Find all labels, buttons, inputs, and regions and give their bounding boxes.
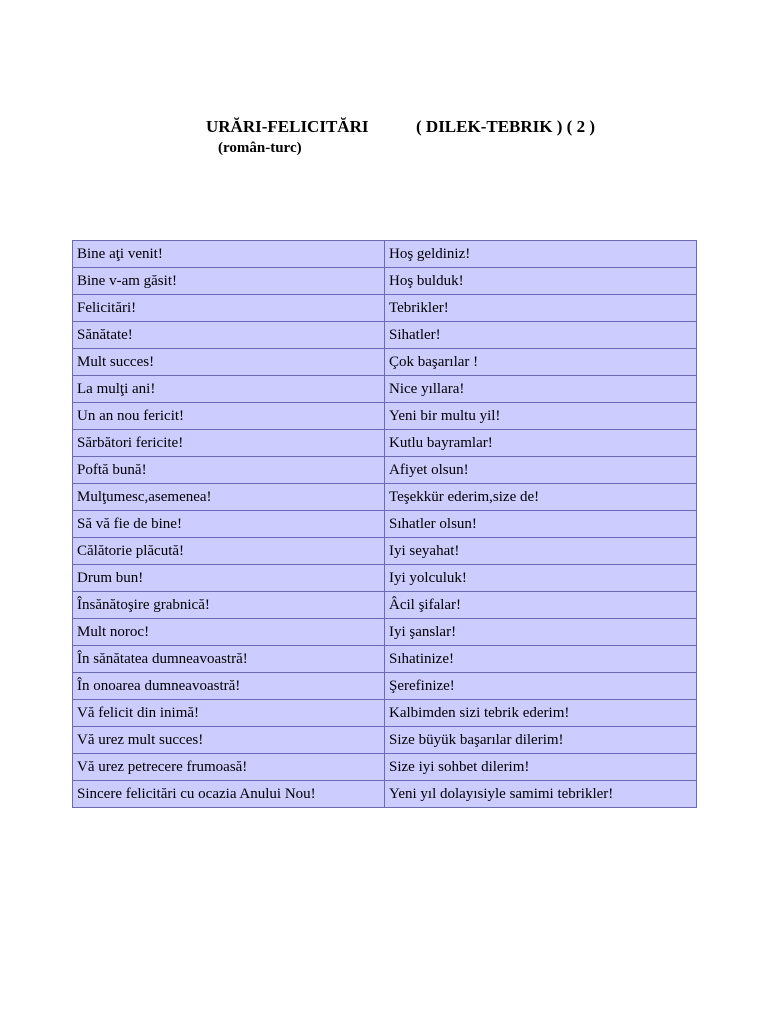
turkish-phrase-cell: Yeni bir multu yil! [385, 403, 697, 430]
turkish-phrase-cell: Çok başarılar ! [385, 349, 697, 376]
turkish-phrase-cell: Size iyi sohbet dilerim! [385, 754, 697, 781]
romanian-phrase-cell: Însănătoşire grabnică! [73, 592, 385, 619]
turkish-phrase-cell: Yeni yıl dolayısiyle samimi tebrikler! [385, 781, 697, 808]
turkish-phrase-cell: Hoş bulduk! [385, 268, 697, 295]
romanian-phrase-cell: La mulţi ani! [73, 376, 385, 403]
romanian-phrase-cell: Călătorie plăcută! [73, 538, 385, 565]
table-row [73, 673, 697, 700]
romanian-phrase-cell: Poftă bună! [73, 457, 385, 484]
document-title [0, 117, 768, 141]
table-row [73, 322, 697, 349]
romanian-phrase-cell: Vă urez petrecere frumoasă! [73, 754, 385, 781]
table-row [73, 538, 697, 565]
table-row [73, 646, 697, 673]
table-row [73, 349, 697, 376]
romanian-phrase-cell: Mulţumesc,asemenea! [73, 484, 385, 511]
turkish-phrase-cell: Iyi seyahat! [385, 538, 697, 565]
turkish-phrase-cell: Afiyet olsun! [385, 457, 697, 484]
table-row [73, 700, 697, 727]
table-row [73, 430, 697, 457]
turkish-phrase-cell: Sıhatinize! [385, 646, 697, 673]
romanian-phrase-cell: Mult noroc! [73, 619, 385, 646]
romanian-phrase-cell: Mult succes! [73, 349, 385, 376]
table-row [73, 619, 697, 646]
document-subtitle: (român-turc) [218, 140, 302, 156]
turkish-phrase-cell: Kalbimden sizi tebrik ederim! [385, 700, 697, 727]
turkish-phrase-cell: Sıhatler olsun! [385, 511, 697, 538]
table-row [73, 268, 697, 295]
table-row [73, 457, 697, 484]
table-row [73, 727, 697, 754]
romanian-phrase-cell: Bine aţi venit! [73, 241, 385, 268]
romanian-phrase-cell: Sincere felicitări cu ocazia Anului Nou! [73, 781, 385, 808]
romanian-phrase-cell: În sănătatea dumneavoastră! [73, 646, 385, 673]
table-row [73, 484, 697, 511]
romanian-phrase-cell: În onoarea dumneavoastră! [73, 673, 385, 700]
romanian-phrase-cell: Vă felicit din inimă! [73, 700, 385, 727]
romanian-phrase-cell: Vă urez mult succes! [73, 727, 385, 754]
turkish-phrase-cell: Iyi yolculuk! [385, 565, 697, 592]
phrase-table-body [73, 241, 697, 808]
table-row [73, 592, 697, 619]
turkish-phrase-cell: Nice yıllara! [385, 376, 697, 403]
romanian-phrase-cell: Un an nou fericit! [73, 403, 385, 430]
table-row [73, 295, 697, 322]
phrase-table [72, 240, 697, 808]
turkish-phrase-cell: Âcil şifalar! [385, 592, 697, 619]
table-row [73, 511, 697, 538]
turkish-phrase-cell: Kutlu bayramlar! [385, 430, 697, 457]
romanian-phrase-cell: Sănătate! [73, 322, 385, 349]
title-text: URĂRI-FELICITĂRI [206, 117, 369, 136]
turkish-phrase-cell: Size büyük başarılar dilerim! [385, 727, 697, 754]
romanian-phrase-cell: Sărbători fericite! [73, 430, 385, 457]
table-row [73, 754, 697, 781]
turkish-phrase-cell: Teşekkür ederim,size de! [385, 484, 697, 511]
turkish-phrase-cell: Tebrikler! [385, 295, 697, 322]
turkish-phrase-cell: Şerefinize! [385, 673, 697, 700]
romanian-phrase-cell: Să vă fie de bine! [73, 511, 385, 538]
table-row [73, 781, 697, 808]
table-row [73, 403, 697, 430]
romanian-phrase-cell: Drum bun! [73, 565, 385, 592]
table-row [73, 376, 697, 403]
turkish-phrase-cell: Iyi şanslar! [385, 619, 697, 646]
turkish-phrase-cell: Sihatler! [385, 322, 697, 349]
turkish-phrase-cell: Hoş geldiniz! [385, 241, 697, 268]
language-pair-title: ( DILEK-TEBRIK ) ( 2 ) [416, 117, 595, 136]
romanian-phrase-cell: Felicitări! [73, 295, 385, 322]
table-row [73, 565, 697, 592]
table-row [73, 241, 697, 268]
romanian-phrase-cell: Bine v-am găsit! [73, 268, 385, 295]
